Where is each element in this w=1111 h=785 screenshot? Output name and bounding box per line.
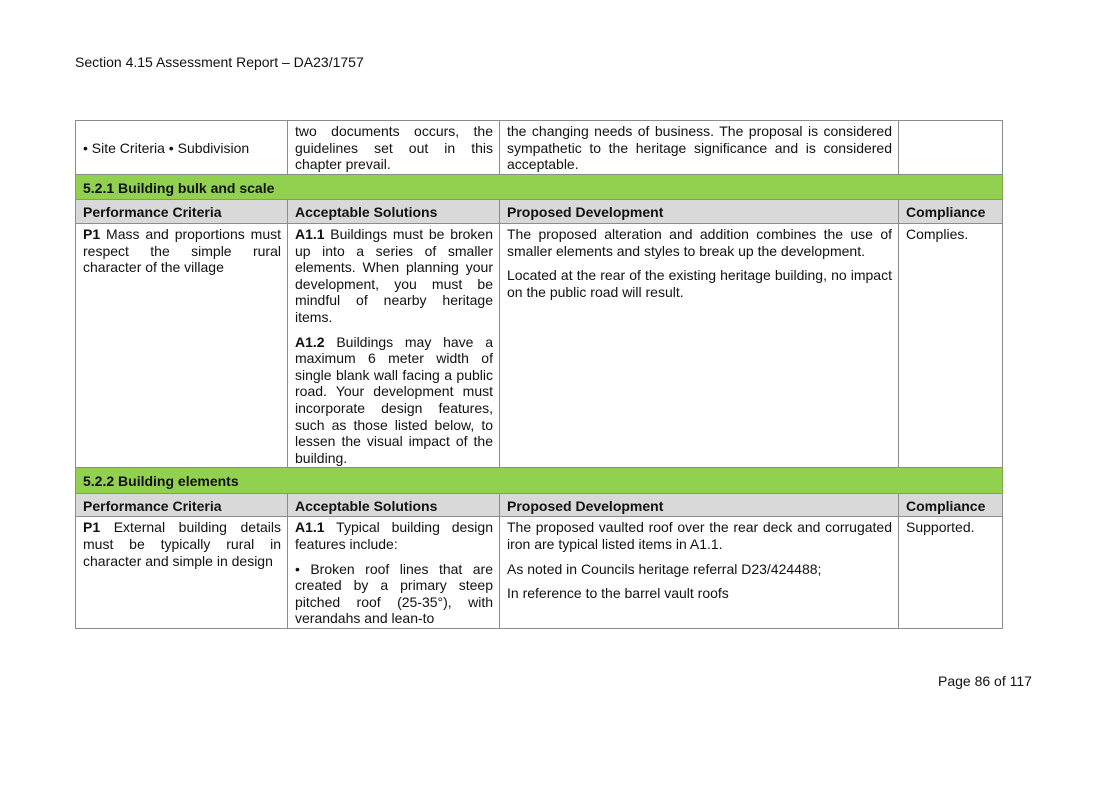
solution-code: A1.1 — [295, 519, 325, 536]
proposed-development-cell — [500, 517, 899, 629]
solution-text: Buildings must be broken up into a series of smaller elements. When planning your development, you must be mindful of nearby heritage items. — [295, 225, 493, 325]
column-header-performance: Performance Criteria — [76, 200, 288, 224]
compliance-cell: Complies. — [899, 223, 1003, 467]
performance-criteria-cell — [76, 517, 288, 629]
section-title: 5.2.1 Building bulk and scale — [76, 174, 1003, 200]
column-header-solutions: Acceptable Solutions — [288, 493, 500, 517]
solution-text: Typical building design features include: — [295, 519, 493, 553]
continued-compliance-cell — [899, 121, 1003, 175]
solution-code: A1.1 — [295, 225, 325, 242]
solution-text: Buildings may have a maximum 6 meter width of single blank wall facing a public road. Your development must incorporate design features, such as those listed below, to lessen the visual impact of the building. — [295, 333, 493, 466]
continued-solutions-cell: two documents occurs, the guidelines set out in this chapter prevail. — [288, 121, 500, 175]
criteria-code: P1 — [83, 519, 101, 536]
column-header-row — [76, 200, 1003, 224]
column-header-row — [76, 493, 1003, 517]
column-header-performance: Performance Criteria — [76, 493, 288, 517]
column-header-solutions: Acceptable Solutions — [288, 200, 500, 224]
page-number: Page 86 of 117 — [938, 673, 1032, 689]
section-heading-row — [76, 468, 1003, 494]
section-heading-row — [76, 174, 1003, 200]
development-paragraph: In reference to the barrel vault roofs — [507, 585, 729, 602]
proposed-development-cell — [500, 223, 899, 467]
site-criteria-cell: • Site Criteria • Subdivision — [76, 121, 288, 175]
assessment-table — [75, 120, 1003, 629]
development-paragraph: The proposed vaulted roof over the rear deck and corrugated iron are typical listed items in A1.1. — [507, 519, 892, 553]
continued-row — [76, 121, 1003, 175]
criteria-row — [76, 517, 1003, 629]
column-header-compliance: Compliance — [899, 200, 1003, 224]
criteria-text: External building details must be typically rural in character and simple in design — [83, 519, 281, 569]
acceptable-solutions-cell — [288, 223, 500, 467]
performance-criteria-cell — [76, 223, 288, 467]
development-paragraph: The proposed alteration and addition combines the use of smaller elements and styles to break up the development. — [507, 225, 892, 259]
development-paragraph: As noted in Councils heritage referral D23/424488; — [507, 560, 822, 577]
solution-code: A1.2 — [295, 333, 325, 350]
acceptable-solutions-cell — [288, 517, 500, 629]
compliance-cell: Supported. — [899, 517, 1003, 629]
column-header-development: Proposed Development — [500, 200, 899, 224]
solution-bullet: • Broken roof lines that are created by a primary steep pitched roof (25-35°), with verandahs and lean-to — [295, 560, 493, 627]
criteria-text: Mass and proportions must respect the simple rural character of the village — [83, 225, 281, 276]
continued-development-cell: the changing needs of business. The proposal is considered sympathetic to the heritage significance and is considered acceptable. — [500, 121, 899, 175]
section-title: 5.2.2 Building elements — [76, 468, 1003, 494]
column-header-compliance: Compliance — [899, 493, 1003, 517]
criteria-row — [76, 223, 1003, 467]
column-header-development: Proposed Development — [500, 493, 899, 517]
development-paragraph: Located at the rear of the existing heritage building, no impact on the public road will result. — [507, 267, 892, 300]
page-header: Section 4.15 Assessment Report – DA23/1757 — [75, 54, 364, 70]
criteria-code: P1 — [83, 225, 101, 242]
